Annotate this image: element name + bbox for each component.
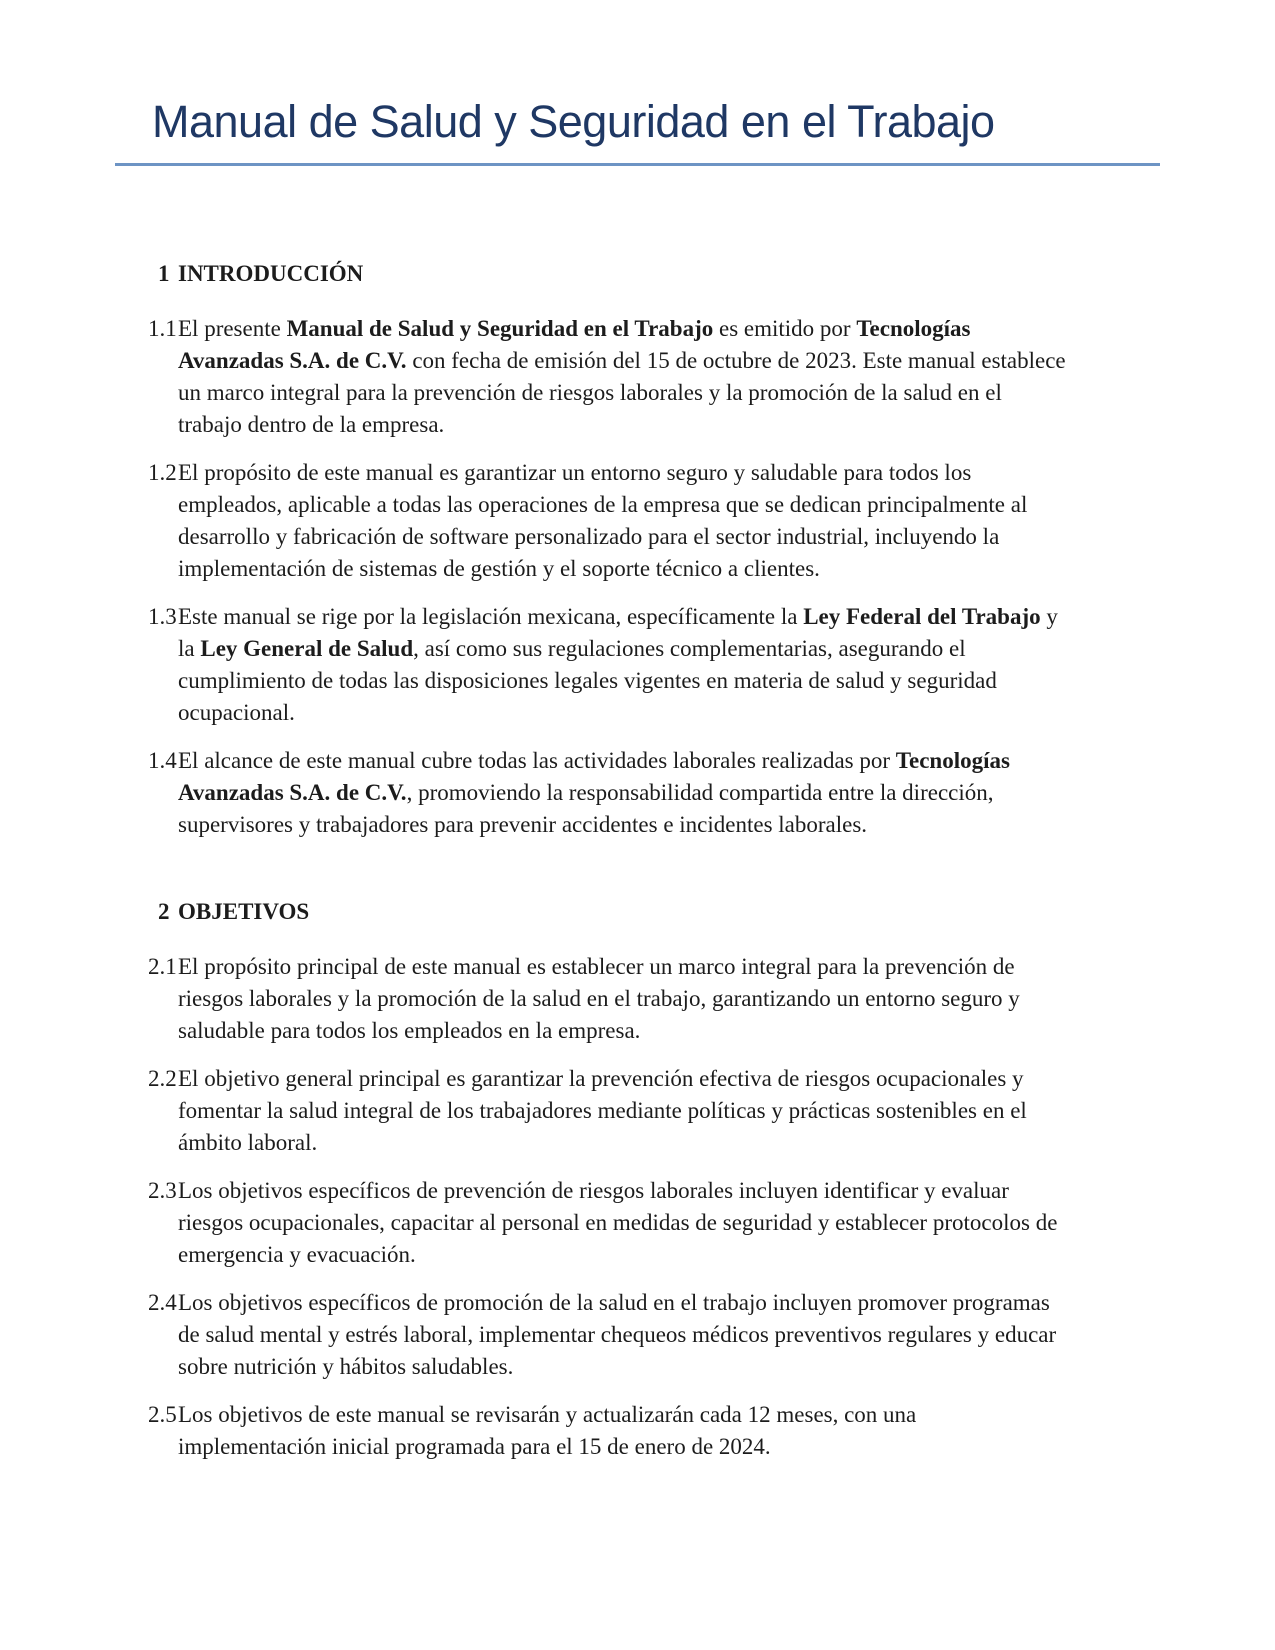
text-run: , promoviendo la responsabilidad compartida entre la dirección, supervisores y trabajadores para prevenir accidentes e incidentes laborales. <box>178 779 994 837</box>
item-number: 2.3 <box>148 1177 177 1203</box>
item-text <box>178 601 1070 729</box>
text-run-bold: Ley Federal del Trabajo <box>803 603 1041 629</box>
list-item-1.3 <box>115 601 1160 729</box>
item-number: 2.1 <box>148 953 177 979</box>
text-run-bold: Tecnologías Avanzadas S.A. de C.V. <box>178 747 1010 805</box>
list-item-2.5 <box>115 1399 1160 1463</box>
text-run: El propósito de este manual es garantizar un entorno seguro y saludable para todos los empleados, aplicable a todas las operaciones de la empresa que se dedican principalmente al desarrollo y fabricación de software personalizado para el sector industrial, incluyendo la implementación de sistemas de gestión y el soporte técnico a clientes. <box>178 459 1028 581</box>
title-underline-rule <box>115 163 1160 166</box>
text-run-bold: Ley General de Salud <box>200 635 414 661</box>
item-text <box>178 745 1070 841</box>
list-item-2.3 <box>115 1175 1160 1271</box>
text-run: Los objetivos específicos de promoción de la salud en el trabajo incluyen promover programas de salud mental y estrés laboral, implementar chequeos médicos preventivos regulares y educar sobre nutrición y hábitos saludables. <box>178 1289 1057 1379</box>
text-run: El objetivo general principal es garantizar la prevención efectiva de riesgos ocupacionales y fomentar la salud integral de los trabajadores mediante políticas y prácticas sostenibles en el ámbito laboral. <box>178 1065 1027 1155</box>
list-item-2.4 <box>115 1287 1160 1383</box>
text-run: , así como sus regulaciones complementarias, asegurando el cumplimiento de todas las disposiciones legales vigentes en materia de salud y seguridad ocupacional. <box>178 635 997 725</box>
item-number: 2.2 <box>148 1065 177 1091</box>
item-text <box>178 951 1070 1047</box>
list-item-1.4 <box>115 745 1160 841</box>
text-run: El presente <box>178 315 287 341</box>
list-item-1.2 <box>115 457 1160 585</box>
item-number: 1.1 <box>148 315 177 341</box>
item-number: 2.5 <box>148 1401 177 1427</box>
text-run: con fecha de emisión del 15 de octubre de 2023. Este manual establece un marco integral para la prevención de riesgos laborales y la promoción de la salud en el trabajo dentro de la empresa. <box>178 347 1066 437</box>
document-title: Manual de Salud y Seguridad en el Trabajo <box>152 96 995 147</box>
section-number: 1 <box>158 260 170 286</box>
item-text <box>178 313 1070 441</box>
text-run: El propósito principal de este manual es establecer un marco integral para la prevención de riesgos laborales y la promoción de la salud en el trabajo, garantizando un entorno seguro y saludable para todos los empleados en la empresa. <box>178 953 1020 1043</box>
text-run: Los objetivos específicos de prevención de riesgos laborales incluyen identificar y evaluar riesgos ocupacionales, capacitar al personal en medidas de seguridad y establecer protocolos de emergencia y evacuación. <box>178 1177 1058 1267</box>
list-item-1.1 <box>115 313 1160 441</box>
document-body <box>115 258 1160 1463</box>
section-heading <box>115 896 1160 928</box>
section-title: OBJETIVOS <box>178 898 310 924</box>
list-item-2.1 <box>115 951 1160 1047</box>
section-title: INTRODUCCIÓN <box>178 260 364 286</box>
text-run: Este manual se rige por la legislación mexicana, específicamente la <box>178 603 804 629</box>
section-2 <box>115 896 1160 1463</box>
item-number: 2.4 <box>148 1289 177 1315</box>
text-run: es emitido por <box>713 315 857 341</box>
section-number: 2 <box>158 898 170 924</box>
text-run-bold: Manual de Salud y Seguridad en el Trabajo <box>286 315 714 341</box>
item-text <box>178 1287 1070 1383</box>
item-number: 1.4 <box>148 747 177 773</box>
item-number: 1.2 <box>148 459 177 485</box>
item-text <box>178 1063 1070 1159</box>
list-item-2.2 <box>115 1063 1160 1159</box>
text-run: y la <box>178 603 1058 661</box>
item-text <box>178 457 1070 585</box>
text-run: El alcance de este manual cubre todas las actividades laborales realizadas por <box>178 747 896 773</box>
text-run: Los objetivos de este manual se revisarán y actualizarán cada 12 meses, con una implementación inicial programada para el 15 de enero de 2024. <box>178 1401 917 1459</box>
section-heading <box>115 258 1160 290</box>
item-text <box>178 1175 1070 1271</box>
section-1 <box>115 258 1160 841</box>
item-number: 1.3 <box>148 603 177 629</box>
text-run-bold: Tecnologías Avanzadas S.A. de C.V. <box>178 315 971 373</box>
item-text <box>178 1399 1070 1463</box>
